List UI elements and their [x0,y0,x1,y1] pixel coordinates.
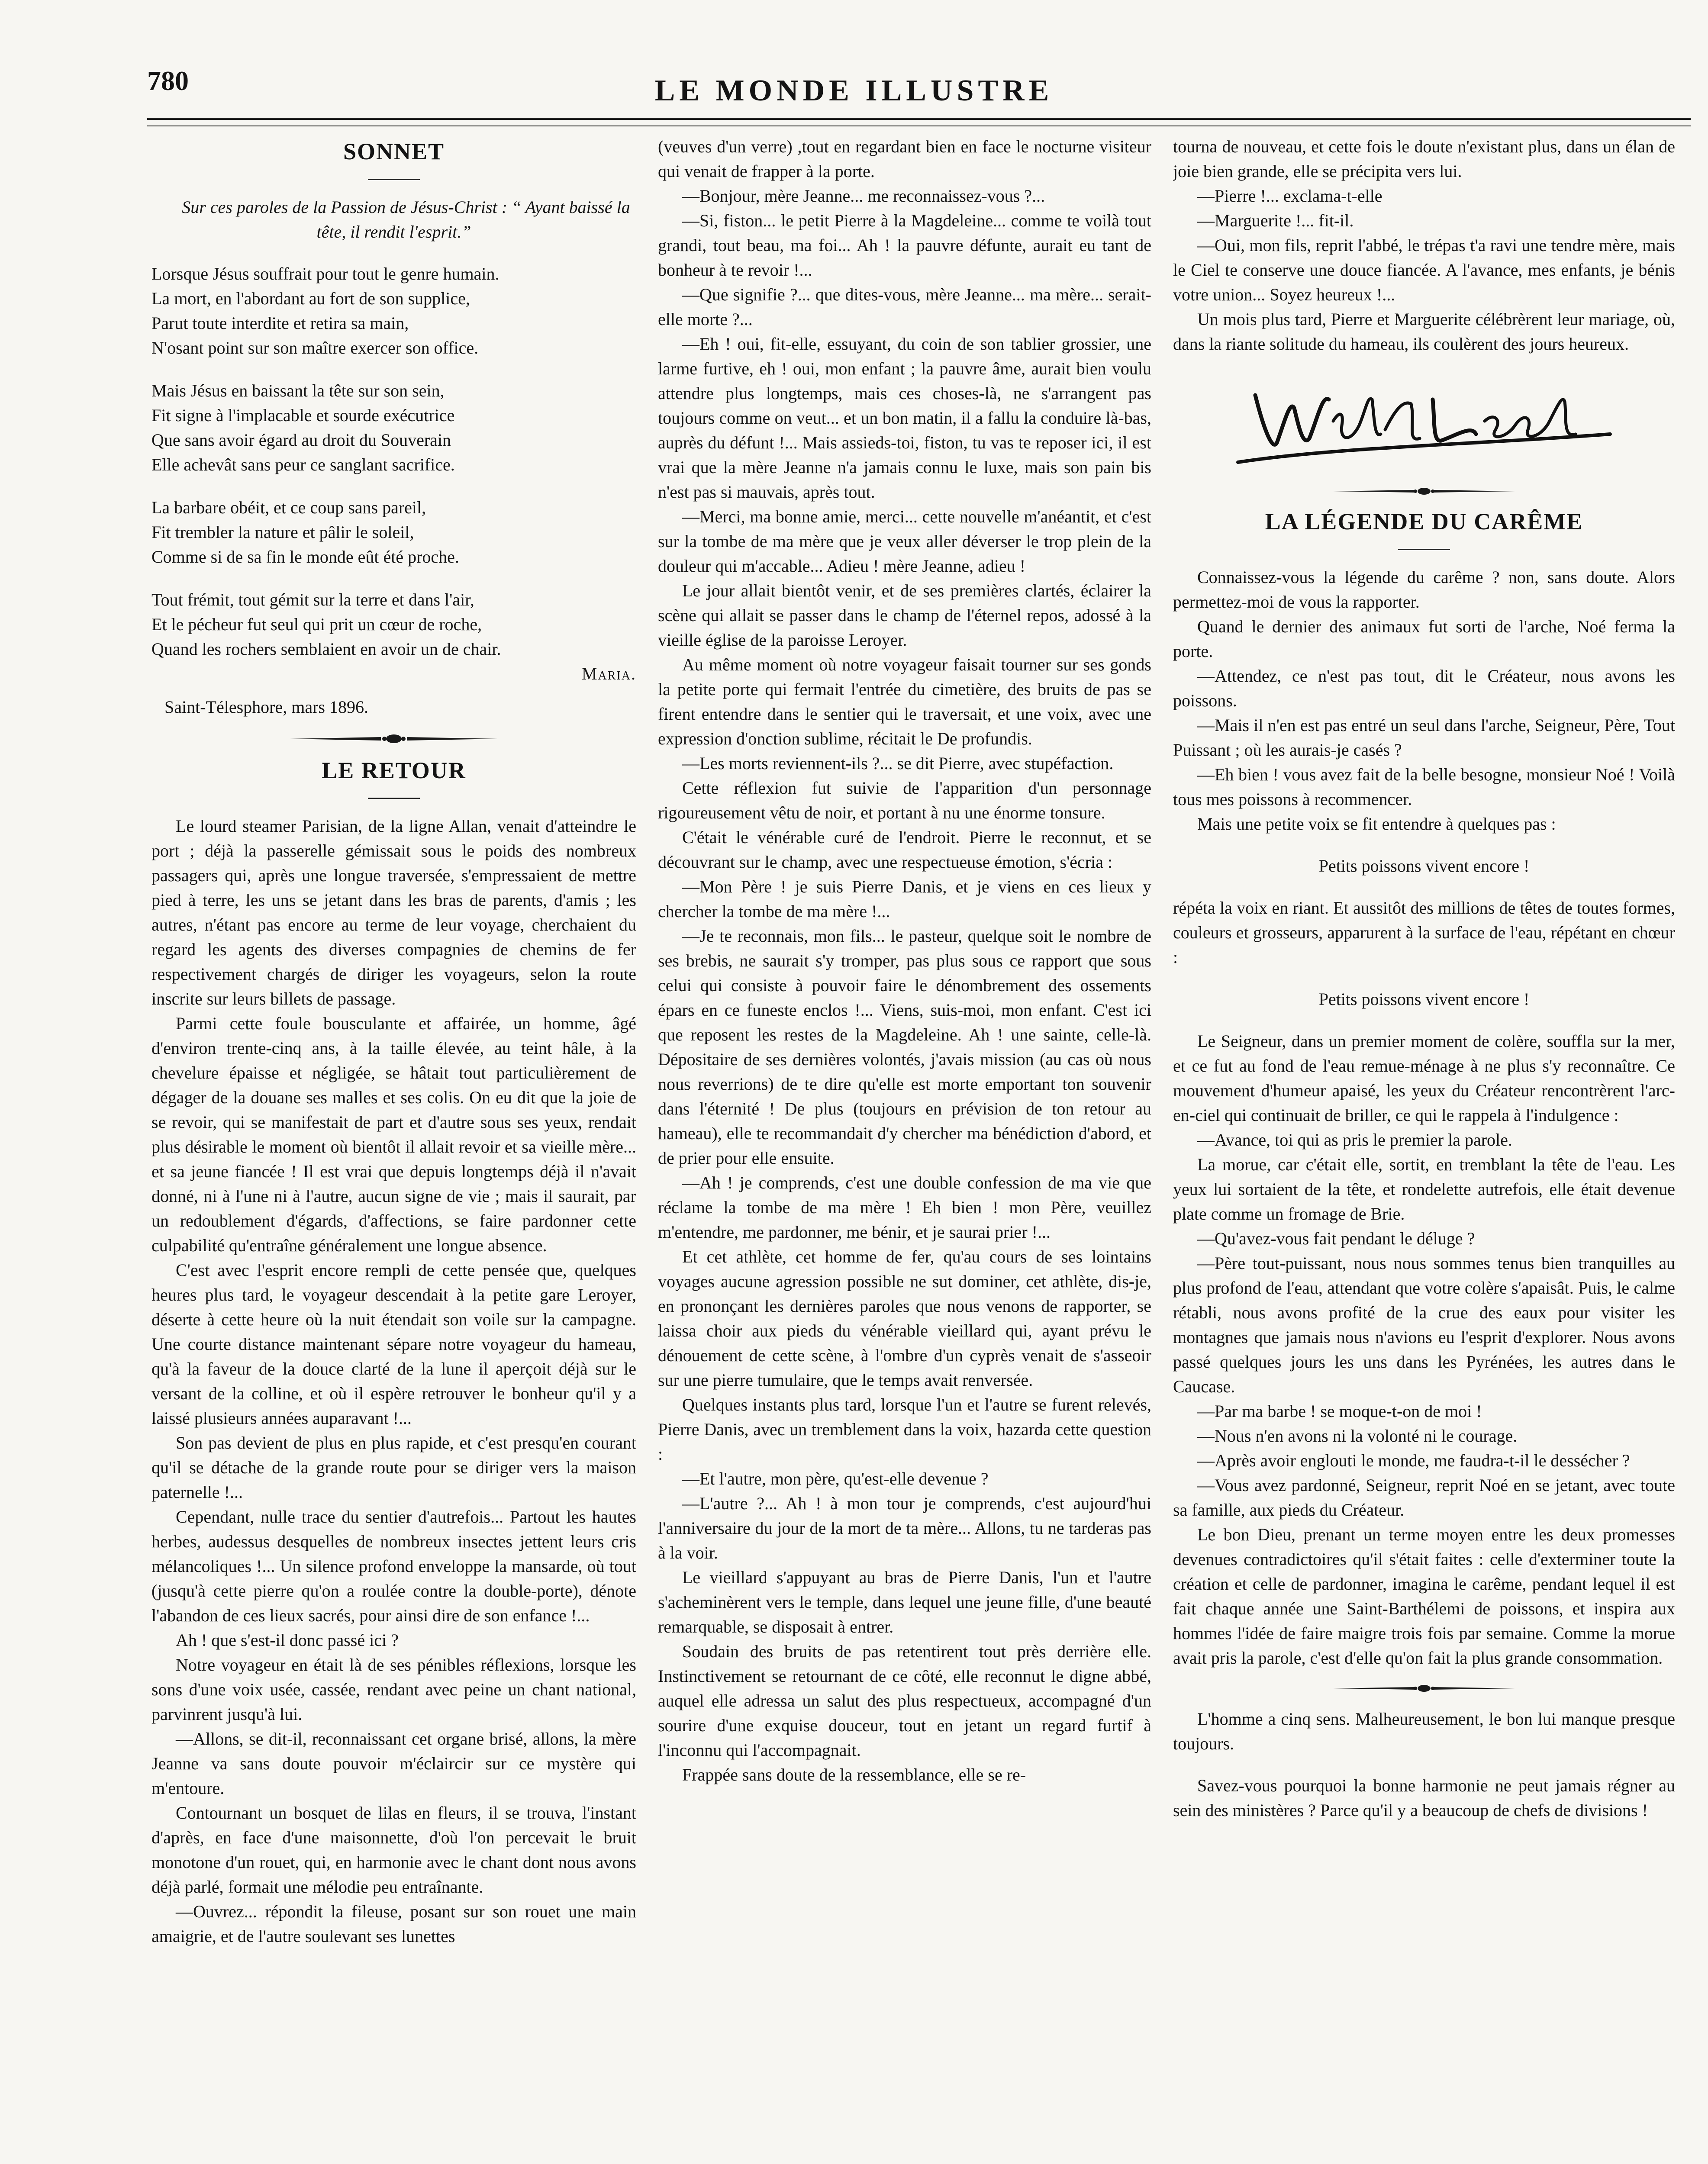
paragraph: —Ouvrez... répondit la fileuse, posant sur son rouet une main amaigrie, et de l'autre soulevant ses lunettes [151,1902,636,1946]
paragraph: —Par ma barbe ! se moque-t-on de moi ! [1197,1401,1482,1421]
paragraph: La morue, car c'était elle, sortit, en tremblant la tête de l'eau. Les yeux lui sortaient de la tête, et rondelette autrefois, elle était devenue plate comme un fromage de Brie. [1173,1155,1675,1224]
paragraph: —Attendez, ce n'est pas tout, dit le Créateur, nous avons les poissons. [1173,666,1675,710]
paragraph: Frappée sans doute de la ressemblance, elle se re- [682,1765,1026,1784]
paragraph: (veuves d'un verre) ,tout en regardant bien en face le nocturne visiteur qui venait de frapper à la porte. [658,137,1151,181]
paragraph: —Mon Père ! je suis Pierre Danis, et je viens en ces lieux y chercher la tombe de ma mère !... [658,877,1151,921]
paragraph: Le jour allait bientôt venir, et de ses premières clartés, éclairer la scène qui allait se passer dans le champ de l'éternel repos, adossé à la vieille église de la paroisse Leroyer. [658,581,1151,650]
filler-paragraph: Savez-vous pourquoi la bonne harmonie ne peut jamais régner au sein des ministères ? Parce qu'il y a beaucoup de chefs de divisions ! [1173,1776,1675,1820]
verse-line: Fit trembler la nature et pâlir le soleil, [151,522,414,542]
title-rule [368,798,420,799]
stanza [151,378,636,477]
paragraph: Le lourd steamer Parisian, de la ligne Allan, venait d'atteindre le port ; déjà la passerelle gémissait sous le poids des nombreux passagers qui, après une longue traversée, s'empressaient de mettre pied à terre, les uns se jetant dans les bras de parents, d'amis ; les autres, n'étant pas encore au terme de leur voyage, cherchaient du regard les agents des diverses compagnies de chemins de fer respectivement chargés de diriger les voyageurs, selon la route inscrite sur leurs billets de passage. [151,816,636,1008]
stanza [151,261,636,360]
paragraph: —L'autre ?... Ah ! à mon tour je comprends, c'est aujourd'hui l'anniversaire du jour de la mort de ta mère... Allons, tu ne tarderas pas à la voir. [658,1494,1151,1562]
paragraph: —Oui, mon fils, reprit l'abbé, le trépas t'a ravi une tendre mère, mais le Ciel te conserve une douce fiancée. A l'avance, mes enfants, je bénis votre union... Soyez heureux !... [1173,235,1675,304]
paragraph: tourna de nouveau, et cette fois le doute n'existant plus, dans un élan de joie bien grande, elle se précipita vers lui. [1173,137,1675,181]
paragraph: —Merci, ma bonne amie, merci... cette nouvelle m'anéantit, et c'est sur la tombe de ma mère que je veux aller déverser le trop plein de la douleur qui m'accable... Adieu ! mère Jeanne, adieu ! [658,507,1151,576]
paragraph: Parmi cette foule bousculante et affairée, un homme, âgé d'environ trente-cinq ans, à la taille élevée, au teint hâle, à la chevelure épaisse et négligée, se hâtait tout particulièrement de dégager de la douane ses malles et ses colis. On eu dit que la joie de se revoir, qui se manifestait de part et d'autre sous ses yeux, rendait plus désirable le moment où bientôt il allait revoir et sa vieille mère... et sa jeune fiancée ! Il est vrai que depuis longtemps déjà il n'avait donné, ni à l'une ni à l'autre, aucun signe de vie ; mais il saurait, par un redoublement d'égards, d'affections, se faire pardonner cette culpabilité qu'entraîne généralement une longue absence. [151,1014,636,1255]
verse-line: Quand les rochers semblaient en avoir un de chair. [151,639,501,659]
paragraph: Notre voyageur en était là de ses pénibles réflexions, lorsque les sons d'une voix usée, cassée, rendant avec peine un chant national, parvinrent jusqu'à lui. [151,1655,636,1724]
title-rule [368,179,420,180]
verse-line: La mort, en l'abordant au fort de son supplice, [151,289,470,308]
paragraph: Mais une petite voix se fit entendre à quelques pas : [1197,814,1556,834]
author-signature [1229,369,1619,473]
filler-paragraph: L'homme a cinq sens. Malheureusement, le bon lui manque presque toujours. [1173,1709,1675,1753]
verse-line: Lorsque Jésus souffrait pour tout le genre humain. [151,264,500,283]
retour-title: LE RETOUR [322,757,466,783]
paragraph: Quelques instants plus tard, lorsque l'un et l'autre se furent relevés, Pierre Danis, avec un tremblement dans la voix, hazarda cette question : [658,1395,1151,1464]
stanza [151,587,636,661]
paragraph: —Pierre !... exclama-t-elle [1197,186,1383,206]
stanza [151,495,636,569]
refrain: Petits poissons vivent encore ! [1318,856,1530,876]
sonnet-title: SONNET [343,138,445,164]
page-number: 780 [147,65,189,96]
paragraph: —Vous avez pardonné, Seigneur, reprit Noé en se jetant, avec toute sa famille, aux pieds du Créateur. [1173,1475,1675,1520]
verse-line: Comme si de sa fin le monde eût été proche. [151,547,459,567]
refrain: Petits poissons vivent encore ! [1318,989,1530,1009]
paragraph: Cette réflexion fut suivie de l'apparition d'un personnage rigoureusement vêtu de noir, et portant à nu une énorme tonsure. [658,778,1151,822]
paragraph: —Eh bien ! vous avez fait de la belle besogne, monsieur Noé ! Voilà tous mes poissons à recommencer. [1173,765,1675,809]
paragraph: —Si, fiston... le petit Pierre à la Magdeleine... comme te voilà tout grandi, tout beau, ma foi... Ah ! la pauvre défunte, aurait eu tant de bonheur à te revoir !... [658,211,1151,280]
verse-line: Mais Jésus en baissant la tête sur son sein, [151,381,445,400]
paragraph: Son pas devient de plus en plus rapide, et c'est presqu'en courant qu'il se détache de la grande route pour se diriger vers la maison paternelle !... [151,1433,636,1502]
paragraph: —Que signifie ?... que dites-vous, mère Jeanne... ma mère... serait-elle morte ?... [658,285,1151,329]
paragraph: —Eh ! oui, fit-elle, essuyant, du coin de son tablier grossier, une larme furtive, eh ! oui, mon enfant ; la pauvre âme, aurait bien voulu attendre plus longtemps, mais ces choses-là, ne s'arrangent pas toujours comme on veut... et un bon matin, il a fallu la conduire là-bas, auprès du défunt !... Mais assieds-toi, fiston, tu vas te reposer ici, il est vrai que la mère Jeanne n'a jamais connu le luxe, mais son pain bis n'est pas si mauvais, après tout. [658,334,1151,502]
verse-line: La barbare obéit, et ce coup sans pareil, [151,498,426,517]
column-1 [151,134,636,2164]
verse-line: Elle achevât sans peur ce sanglant sacrifice. [151,455,455,474]
paragraph: —Après avoir englouti le monde, me faudra-t-il le dessécher ? [1197,1451,1630,1470]
title-rule [1398,549,1450,550]
sonnet-poem [151,261,636,661]
header-rule [147,118,1691,120]
sonnet-author: Maria. [581,664,636,683]
paragraph: —Je te reconnais, mon fils... le pasteur, quelque soit le nombre de ses brebis, ne saurait s'y tromper, pas plus sous ce rapport que sous celui qui consiste à pouvoir faire le dénombrement des ossements épars en ce funeste enclos !... Viens, suis-moi, mon enfant. C'est ici que reposent les restes de la Magdeleine. Ah ! une sainte, celle-là. Dépositaire de ses dernières volontés, j'avais mission (au cas où nous nous reverrions) de te dire qu'elle est morte emportant ton souvenir dans l'éternité ! De plus (toujours en prévision de ton retour au hameau), elle te recommandait d'y chercher ma bénédiction d'abord, et de prier pour elle ensuite. [658,926,1151,1168]
paragraph: Et cet athlète, cet homme de fer, qu'au cours de ses lointains voyages aucune agression possible ne sut dominer, cet athlète, dis-je, en prononçant les dernières paroles que nous venons de rapporter, se laissa choir aux pieds du vénérable vieillard qui, ayant prévu le dénouement de cette scène, à l'ombre d'un cyprès venait de s'asseoir sur une pierre tumulaire, que le temps avait renversée. [658,1247,1151,1390]
paragraph: Un mois plus tard, Pierre et Marguerite célébrèrent leur mariage, où, dans la riante solitude du hameau, ils coulèrent des jours heureux. [1173,309,1675,354]
sonnet-place-date: Saint-Télesphore, mars 1896. [164,697,368,717]
paragraph: —Mais il n'en est pas entré un seul dans l'arche, Seigneur, Père, Tout Puissant ; où les aurais-je casés ? [1173,715,1675,760]
paragraph: —Marguerite !... fit-il. [1197,211,1354,230]
paragraph: Le vieillard s'appuyant au bras de Pierre Danis, l'un et l'autre s'acheminèrent vers le temple, dans lequel une jeune fille, d'une beauté remarquable, se disposait à entrer. [658,1568,1151,1636]
paragraph: Soudain des bruits de pas retentirent tout près derrière elle. Instinctivement se retournant de ce côté, elle reconnut le digne abbé, auquel elle adressa un salut des plus respectueux, accompagné d'un sourire d'une exquise douceur, tout en jetant un regard furtif à l'inconnu qui l'accompagnait. [658,1642,1151,1760]
paragraph: répéta la voix en riant. Et aussitôt des millions de têtes de toutes formes, couleurs et grosseurs, apparurent à la surface de l'eau, répétant en chœur : [1173,898,1675,967]
running-title: LE MONDE ILLUSTRE [654,74,1054,107]
paragraph: —Père tout-puissant, nous nous sommes tenus bien tranquilles au plus profond de l'eau, attendant que votre colère s'apaisât. Puis, le calme rétabli, nous avons profité de la crue des eaux pour visiter les montagnes que jamais nous n'avions eu l'esprit d'explorer. Nous avons passé quelques jours les uns dans les Pyrénées, les autres dans le Caucase. [1173,1253,1675,1396]
paragraph: Le bon Dieu, prenant un terme moyen entre les deux promesses devenues contradictoires qu'il s'était faites : celle d'exterminer toute la création et celle de pardonner, imagina le carême, pendant lequel il est fait chaque année une Saint-Barthélemi de poissons, et inspira aux hommes l'idée de faire maigre trois fois par semaine. Comme la morue avait pris la parole, c'est d'elle qu'on fait la plus grande consommation. [1173,1525,1675,1668]
paragraph: Cependant, nulle trace du sentier d'autrefois... Partout les hautes herbes, audessus desquelles de nombreux insectes jettent leurs cris mélancoliques !... Un silence profond enveloppe la mansarde, où tout (jusqu'à cette pierre qu'on a roulée contre la double-porte), dénote l'abandon de ces lieux sacrés, pour ainsi dire de son enfance !... [151,1507,636,1625]
paragraph: —Qu'avez-vous fait pendant le déluge ? [1197,1229,1475,1248]
verse-line: N'osant point sur son maître exercer son office. [151,338,479,357]
ornament-divider [1333,486,1515,496]
verse-line: Parut toute interdite et retira sa main, [151,313,409,333]
paragraph: Connaissez-vous la légende du carême ? non, sans doute. Alors permettez-moi de vous la rapporter. [1173,567,1675,612]
paragraph: Quand le dernier des animaux fut sorti de l'arche, Noé ferma la porte. [1173,617,1675,661]
paragraph: —Allons, se dit-il, reconnaissant cet organe brisé, allons, la mère Jeanne va sans doute pouvoir m'éclaircir sur ce mystère qui m'entoure. [151,1729,636,1798]
paragraph: —Avance, toi qui as pris le premier la parole. [1197,1130,1512,1150]
paragraph: —Les morts reviennent-ils ?... se dit Pierre, avec stupéfaction. [682,754,1114,773]
column-3 [1173,134,1675,2164]
paragraph: Contournant un bosquet de lilas en fleurs, il se trouva, l'instant d'après, en face d'une maisonnette, d'où l'on percevait le bruit monotone d'un rouet, qui, en harmonie avec le chant dont nous avons déjà parlé, formait une mélodie peu entraînante. [151,1803,636,1897]
paragraph: Le Seigneur, dans un premier moment de colère, souffla sur la mer, et ce fut au fond de l'eau remue-ménage à ne plus s'y reconnaître. Ce mouvement d'humeur apaisé, les yeux du Créateur rencontrèrent l'arc-en-ciel qui continuait de briller, ce qui le rappela à l'indulgence : [1173,1031,1675,1125]
column-2 [658,134,1151,2164]
ornament-divider [1333,1683,1515,1694]
sonnet-epigraph: Sur ces paroles de la Passion de Jésus-Christ : “ Ayant baissé la tête, il rendit l'esprit.” [182,197,630,242]
verse-line: Que sans avoir égard au droit du Souverain [151,430,451,450]
verse-line: Et le pécheur fut seul qui prit un cœur de roche, [151,615,482,634]
legende-title: LA LÉGENDE DU CARÊME [1265,509,1583,535]
paragraph: —Et l'autre, mon père, qu'est-elle devenue ? [682,1469,989,1488]
paragraph: —Nous n'en avons ni la volonté ni le courage. [1197,1426,1518,1446]
paragraph: Ah ! que s'est-il donc passé ici ? [176,1630,399,1650]
paragraph: Au même moment où notre voyageur faisait tourner sur ses gonds la petite porte qui fermait l'entrée du cimetière, des bruits de pas se firent entendre dans le sentier qui le traversait, et une voix, avec une expression d'onction sublime, récitait le De profundis. [658,655,1151,748]
paragraph: —Bonjour, mère Jeanne... me reconnaissez-vous ?... [682,186,1045,206]
paragraph: C'est avec l'esprit encore rempli de cette pensée que, quelques heures plus tard, le voyageur descendait à la petite gare Leroyer, déserte à cette heure où la nuit étendait son voile sur la campagne. Une courte distance maintenant sépare notre voyageur du hameau, qu'à la faveur de la douce clarté de la lune il aperçoit déjà sur le versant de la colline, et où il espère retrouver le bonheur qu'il y a laissé plusieurs années auparavant !... [151,1260,636,1428]
ornament-divider [290,732,498,745]
verse-line: Tout frémit, tout gémit sur la terre et dans l'air, [151,590,474,609]
paragraph: C'était le vénérable curé de l'endroit. Pierre le reconnut, et se découvrant sur le champ, avec une respectueuse émotion, s'écria : [658,828,1151,872]
verse-line: Fit signe à l'implacable et sourde exécutrice [151,406,455,425]
paragraph: —Ah ! je comprends, c'est une double confession de ma vie que réclame la tombe de ma mère ! Eh bien ! mon Père, veuillez m'entendre, me pardonner, me bénir, et je saurai prier !... [658,1173,1151,1242]
